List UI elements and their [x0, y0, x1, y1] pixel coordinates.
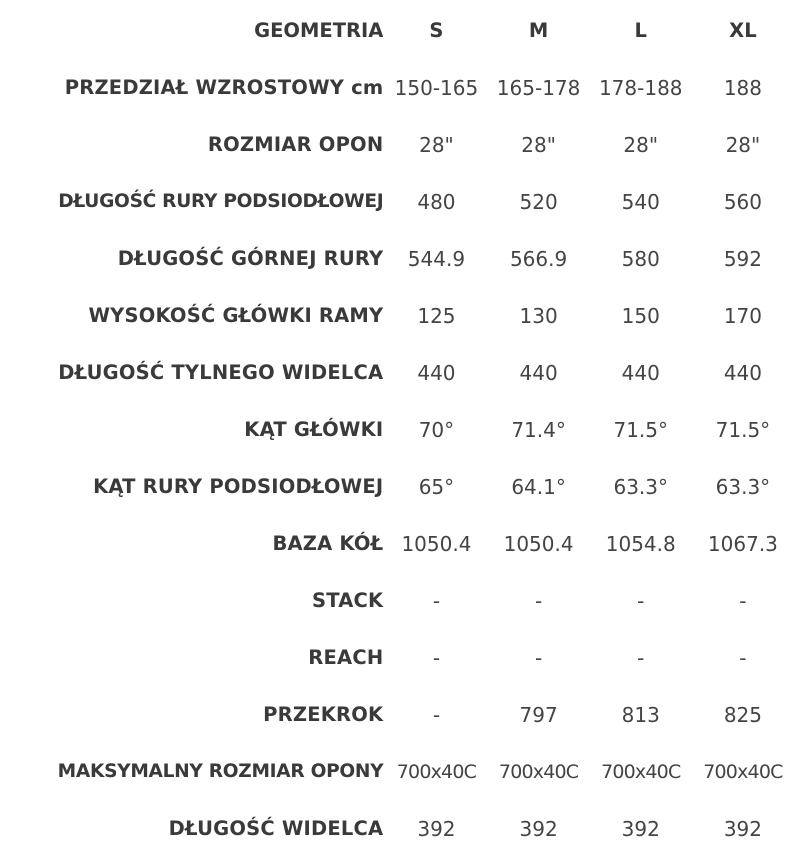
cell-xl: 592 [723, 246, 762, 271]
cell-s: 70° [418, 417, 455, 442]
cell-s: 700x40C [396, 760, 477, 783]
row-label: DŁUGOŚĆ RURY PODSIODŁOWEJ [58, 191, 384, 212]
row-label: ROZMIAR OPON [207, 133, 384, 156]
cell-xl: 560 [723, 189, 762, 214]
header-size-l: L [634, 19, 647, 42]
table-row [0, 743, 794, 800]
table-row [0, 572, 794, 629]
row-label: DŁUGOŚĆ WIDELCA [168, 817, 384, 840]
cell-xl: 63.3° [715, 474, 771, 499]
cell-l: 540 [621, 189, 660, 214]
cell-m: 1050.4 [503, 531, 574, 556]
cell-l: 28" [623, 132, 659, 157]
geometry-table [0, 2, 794, 857]
cell-s: 150-165 [394, 75, 479, 100]
table-row [0, 59, 794, 116]
cell-s: - [432, 645, 441, 670]
cell-m: 64.1° [511, 474, 566, 499]
cell-xl: 28" [725, 132, 761, 157]
table-row [0, 344, 794, 401]
cell-m: 71.4° [511, 417, 566, 442]
cell-m: 165-178 [496, 75, 581, 100]
header-size-xl: XL [729, 19, 757, 42]
cell-s: 480 [417, 189, 456, 214]
table-header-row [0, 2, 794, 59]
cell-xl: 392 [723, 816, 762, 841]
cell-l: 700x40C [601, 760, 681, 783]
row-label: PRZEKROK [263, 703, 384, 726]
cell-xl: 825 [723, 702, 762, 727]
cell-l: 150 [621, 303, 660, 328]
row-label: DŁUGOŚĆ GÓRNEJ RURY [117, 247, 384, 270]
cell-l: 63.3° [613, 474, 669, 499]
cell-xl: 188 [723, 75, 762, 100]
table-row [0, 401, 794, 458]
header-size-s: S [429, 19, 444, 42]
cell-s: - [432, 702, 441, 727]
cell-l: - [637, 645, 645, 670]
row-label: KĄT GŁÓWKI [244, 418, 384, 441]
cell-l: 1054.8 [605, 531, 676, 556]
cell-s: - [432, 588, 441, 613]
cell-l: 178-188 [598, 75, 683, 100]
cell-xl: 1067.3 [707, 531, 778, 556]
cell-xl: - [739, 588, 747, 613]
cell-m: - [534, 588, 543, 613]
cell-s: 125 [417, 303, 456, 328]
cell-l: 580 [621, 246, 660, 271]
table-row [0, 629, 794, 686]
cell-m: 700x40C [498, 760, 579, 783]
table-row [0, 173, 794, 230]
cell-s: 544.9 [407, 246, 466, 271]
cell-xl: - [739, 645, 747, 670]
cell-m: 566.9 [509, 246, 568, 271]
table-row [0, 800, 794, 857]
cell-m: 392 [519, 816, 558, 841]
header-geometria: GEOMETRIA [254, 19, 384, 42]
row-label: PRZEDZIAŁ WZROSTOWY cm [64, 76, 384, 99]
cell-xl: 170 [723, 303, 762, 328]
row-label: WYSOKOŚĆ GŁÓWKI RAMY [88, 304, 384, 327]
cell-l: - [637, 588, 645, 613]
table-row [0, 287, 794, 344]
cell-xl: 700x40C [703, 760, 783, 783]
cell-s: 28" [419, 132, 454, 157]
cell-xl: 440 [723, 360, 762, 385]
table-row [0, 515, 794, 572]
row-label: DŁUGOŚĆ TYLNEGO WIDELCA [58, 361, 384, 384]
header-size-m: M [528, 19, 549, 42]
row-label: STACK [312, 589, 384, 612]
table-body [0, 59, 794, 857]
cell-m: 28" [521, 132, 556, 157]
cell-l: 392 [621, 816, 660, 841]
table-row [0, 230, 794, 287]
cell-m: 520 [519, 189, 558, 214]
cell-m: 440 [519, 360, 558, 385]
row-label: MAKSYMALNY ROZMIAR OPONY [57, 761, 384, 782]
table-row [0, 686, 794, 743]
cell-s: 65° [418, 474, 455, 499]
table-row [0, 458, 794, 515]
cell-s: 392 [417, 816, 456, 841]
row-label: BAZA KÓŁ [272, 532, 384, 555]
row-label: KĄT RURY PODSIODŁOWEJ [93, 475, 384, 498]
row-label: REACH [308, 646, 384, 669]
cell-s: 1050.4 [401, 531, 472, 556]
cell-l: 440 [621, 360, 660, 385]
cell-m: 797 [519, 702, 558, 727]
cell-s: 440 [417, 360, 456, 385]
table-row [0, 116, 794, 173]
cell-xl: 71.5° [715, 417, 771, 442]
cell-l: 71.5° [613, 417, 669, 442]
cell-m: 130 [519, 303, 558, 328]
cell-m: - [534, 645, 543, 670]
cell-l: 813 [621, 702, 660, 727]
